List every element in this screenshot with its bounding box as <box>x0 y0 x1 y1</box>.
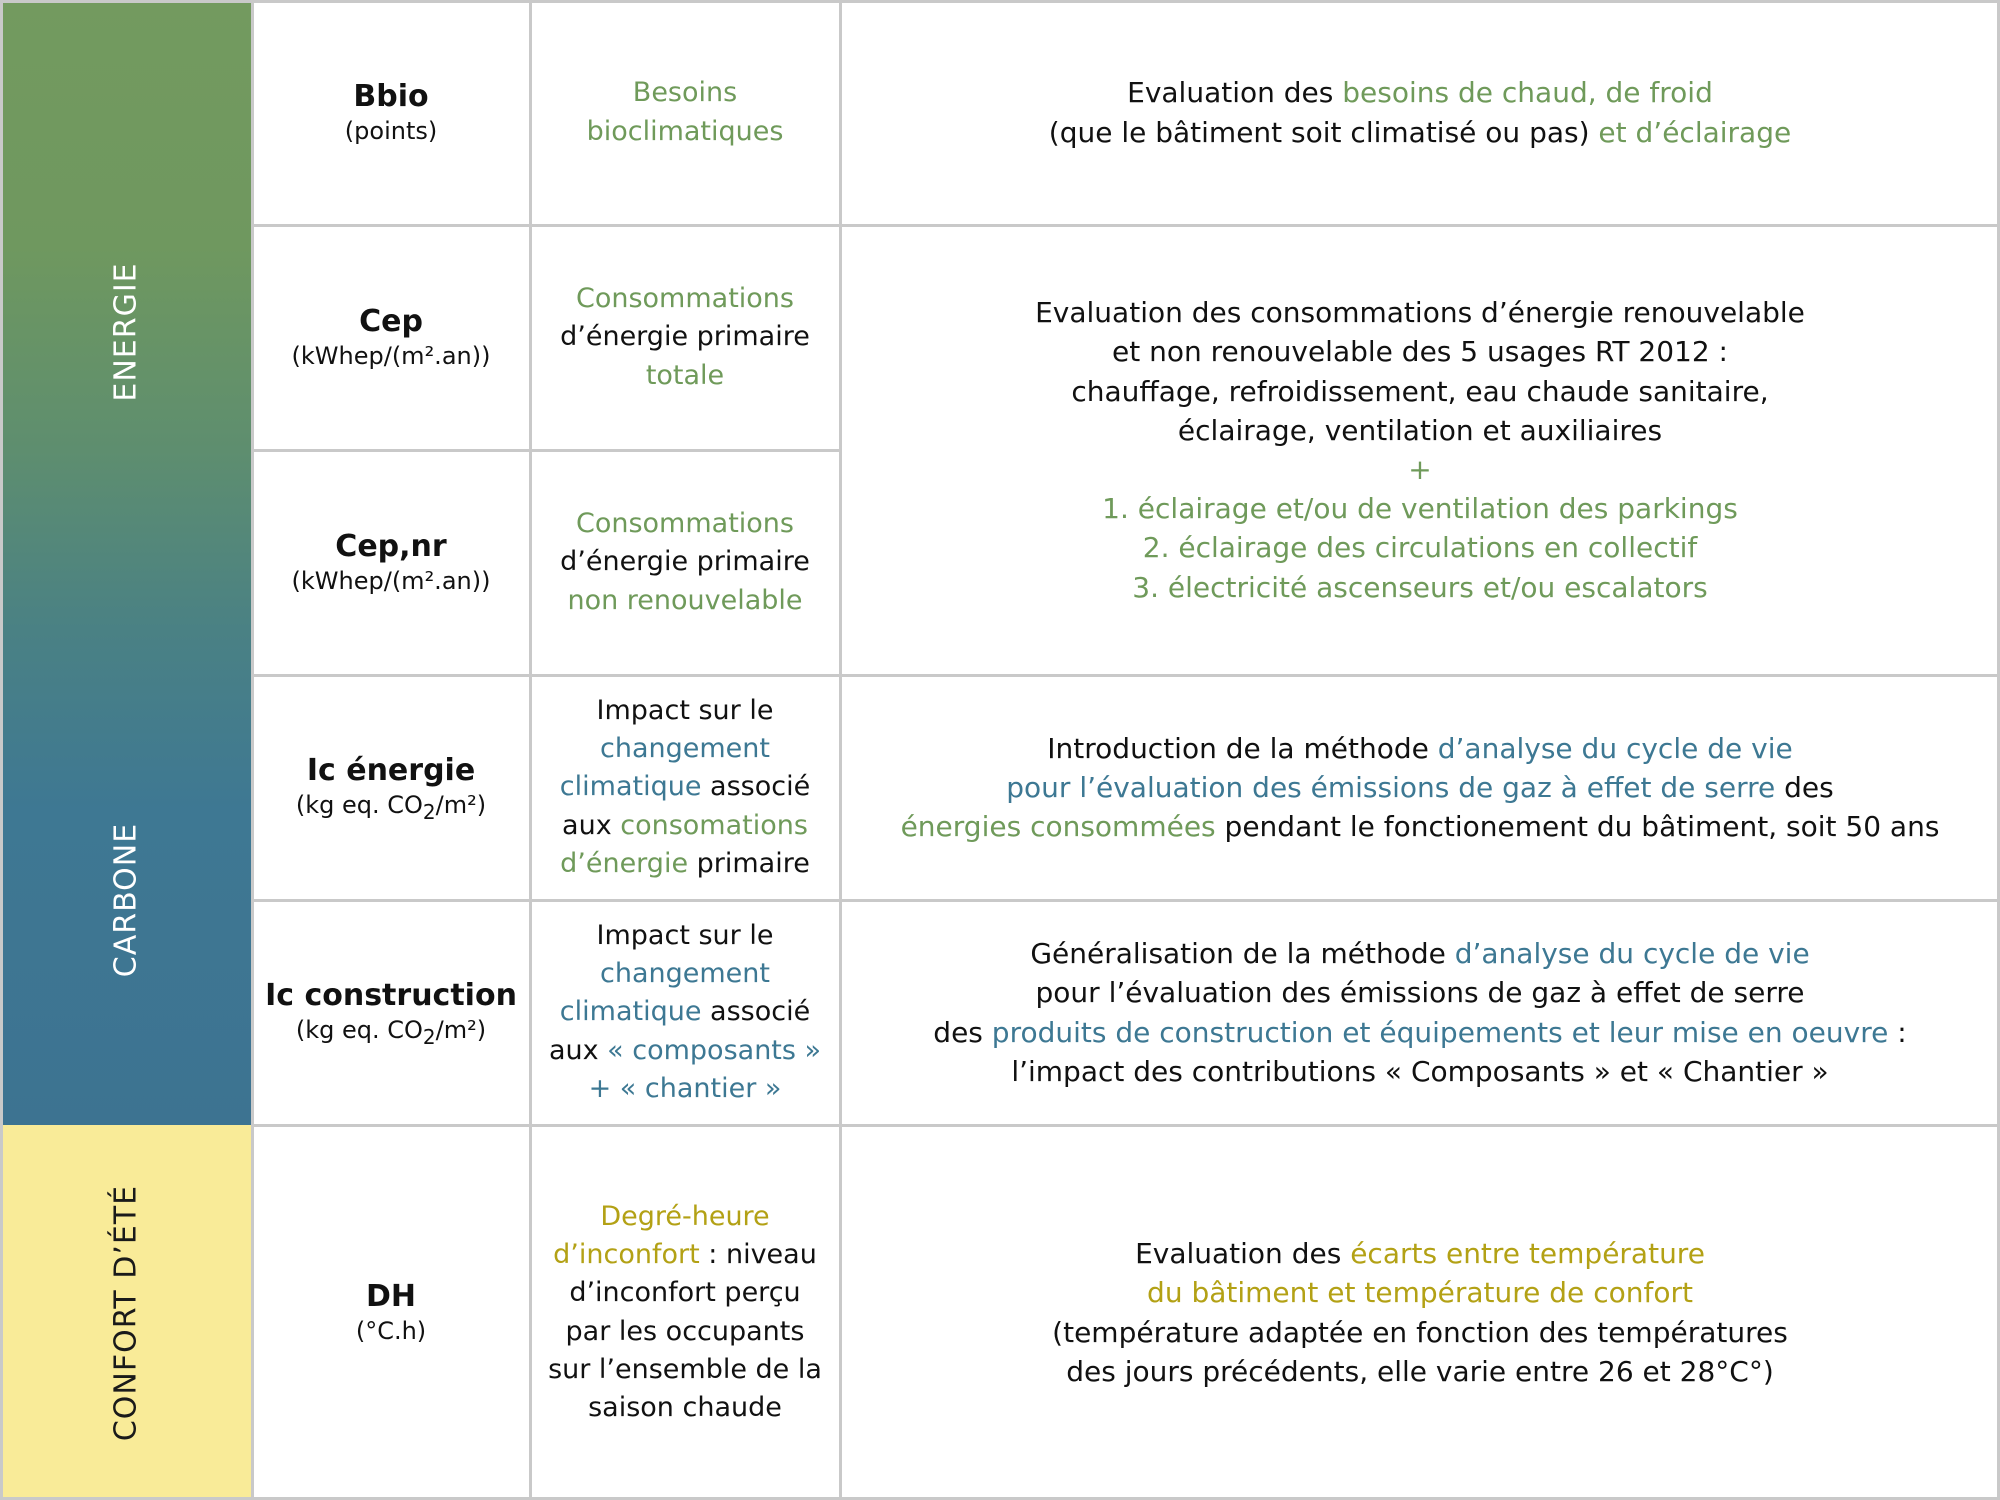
label-line: d’énergie primaire <box>560 847 810 879</box>
desc-line: éclairage, ventilation et auxiliaires <box>1177 413 1663 447</box>
label-line: changement <box>600 958 770 989</box>
label-line: d’énergie primaire <box>560 321 810 353</box>
label-line: Consommations <box>575 283 794 314</box>
cell-label-ic-energie <box>530 675 840 900</box>
grid-line <box>252 899 2000 902</box>
desc-line: des jours précédents, elle varie entre 26 et 28°C°) <box>1066 1354 1774 1388</box>
cell-code-bbio <box>252 0 530 225</box>
desc-line: Evaluation des besoins de chaud, de froid <box>1127 76 1713 110</box>
desc-line: des produits de construction et équipements et leur mise en oeuvre : <box>933 1015 1907 1049</box>
label-line: Impact sur le <box>596 694 774 726</box>
indicator-unit-bbio: (points) <box>344 117 438 146</box>
indicator-code-cep: Cep <box>359 304 423 340</box>
label-line: non renouvelable <box>567 584 803 616</box>
cell-desc-dh <box>840 1125 2000 1500</box>
cell-label-dh <box>530 1125 840 1500</box>
band-label-energie: ENERGIE <box>108 262 144 402</box>
cell-desc-ic-construction <box>840 900 2000 1125</box>
desc-line: Généralisation de la méthode d’analyse du cycle de vie <box>1030 937 1810 971</box>
indicator-code-dh: DH <box>365 1279 416 1315</box>
label-line: Degré-heure <box>600 1200 770 1232</box>
indicator-unit-ic-energie: (kg eq. $CO_2/m^2$) <box>295 790 487 824</box>
label-line: aux consomations <box>562 809 808 841</box>
grid-line <box>252 674 2000 677</box>
label-line: sur l’ensemble de la <box>548 1353 822 1385</box>
desc-line: pour l’évaluation des émissions de gaz à effet de serre <box>1035 976 1805 1010</box>
label-line: d’inconfort : niveau <box>553 1238 817 1270</box>
cell-desc-cep <box>840 225 2000 675</box>
desc-line: (température adaptée en fonction des températures <box>1052 1315 1788 1349</box>
label-line: changement <box>600 733 770 764</box>
cell-code-ic-energie <box>252 675 530 900</box>
label-line: climatique associé <box>559 771 811 803</box>
label-line: + « chantier » <box>588 1072 782 1104</box>
indicator-code-ic-construction: Ic construction <box>265 977 517 1013</box>
cell-code-dh <box>252 1125 530 1500</box>
grid-line <box>252 224 2000 227</box>
band-confort-ete <box>0 1125 252 1500</box>
label-line: d’énergie primaire <box>560 546 810 578</box>
label-line: Impact sur le <box>596 919 774 951</box>
label-line: bioclimatiques <box>586 115 784 147</box>
grid-line <box>252 1124 2000 1127</box>
desc-line: Evaluation des écarts entre température <box>1135 1237 1705 1271</box>
label-line: Consommations <box>575 508 794 539</box>
desc-line: 1. éclairage et/ou de ventilation des parkings <box>1102 492 1738 526</box>
desc-line: (que le bâtiment soit climatisé ou pas) et d’éclairage <box>1048 115 1792 149</box>
cell-desc-ic-energie <box>840 675 2000 900</box>
cell-code-cep <box>252 225 530 450</box>
desc-line: Evaluation des consommations d’énergie renouvelable <box>1035 296 1805 330</box>
desc-line: 2. éclairage des circulations en collectif <box>1142 531 1698 565</box>
desc-line: et non renouvelable des 5 usages RT 2012 : <box>1112 335 1728 369</box>
desc-line: chauffage, refroidissement, eau chaude sanitaire, <box>1071 374 1769 408</box>
plus-sign: + <box>1408 453 1432 486</box>
band-energie-carbone <box>0 0 252 1125</box>
indicator-code-bbio: Bbio <box>353 79 429 115</box>
desc-line: pour l’évaluation des émissions de gaz à effet de serre des <box>1006 770 1834 804</box>
indicator-unit-ic-construction: (kg eq. $CO_2/m^2$) <box>295 1015 487 1049</box>
label-line: d’inconfort perçu <box>569 1277 801 1309</box>
cell-label-cep <box>530 225 840 450</box>
label-line: climatique associé <box>559 996 811 1028</box>
cell-code-cepnr <box>252 450 530 675</box>
desc-line: Introduction de la méthode d’analyse du cycle de vie <box>1047 731 1793 765</box>
indicator-unit-cepnr: (kWhep/(m².an)) <box>291 567 491 596</box>
cell-label-ic-construction <box>530 900 840 1125</box>
band-label-confort: CONFORT D’ÉTÉ <box>108 1184 144 1442</box>
band-label-carbone: CARBONE <box>108 822 144 978</box>
desc-line: énergies consommées pendant le fonctionement du bâtiment, soit 50 ans <box>900 810 1940 844</box>
label-line: saison chaude <box>588 1392 782 1424</box>
cell-label-bbio <box>530 0 840 225</box>
cell-label-cepnr <box>530 450 840 675</box>
desc-line: du bâtiment et température de confort <box>1147 1276 1693 1310</box>
cell-desc-bbio <box>840 0 2000 225</box>
indicator-code-cepnr: Cep,nr <box>335 529 447 565</box>
grid-line <box>252 449 840 452</box>
desc-line: l’impact des contributions « Composants » et « Chantier » <box>1011 1054 1829 1088</box>
label-line: Besoins <box>632 77 738 109</box>
label-line: aux « composants » <box>548 1034 822 1066</box>
label-line: totale <box>645 359 725 391</box>
label-line: par les occupants <box>565 1315 805 1347</box>
desc-line: 3. électricité ascenseurs et/ou escalators <box>1132 570 1708 604</box>
cell-code-ic-construction <box>252 900 530 1125</box>
indicator-unit-cep: (kWhep/(m².an)) <box>291 342 491 371</box>
indicator-code-ic-energie: Ic énergie <box>306 752 476 788</box>
indicator-unit-dh: (°C.h) <box>355 1317 427 1346</box>
